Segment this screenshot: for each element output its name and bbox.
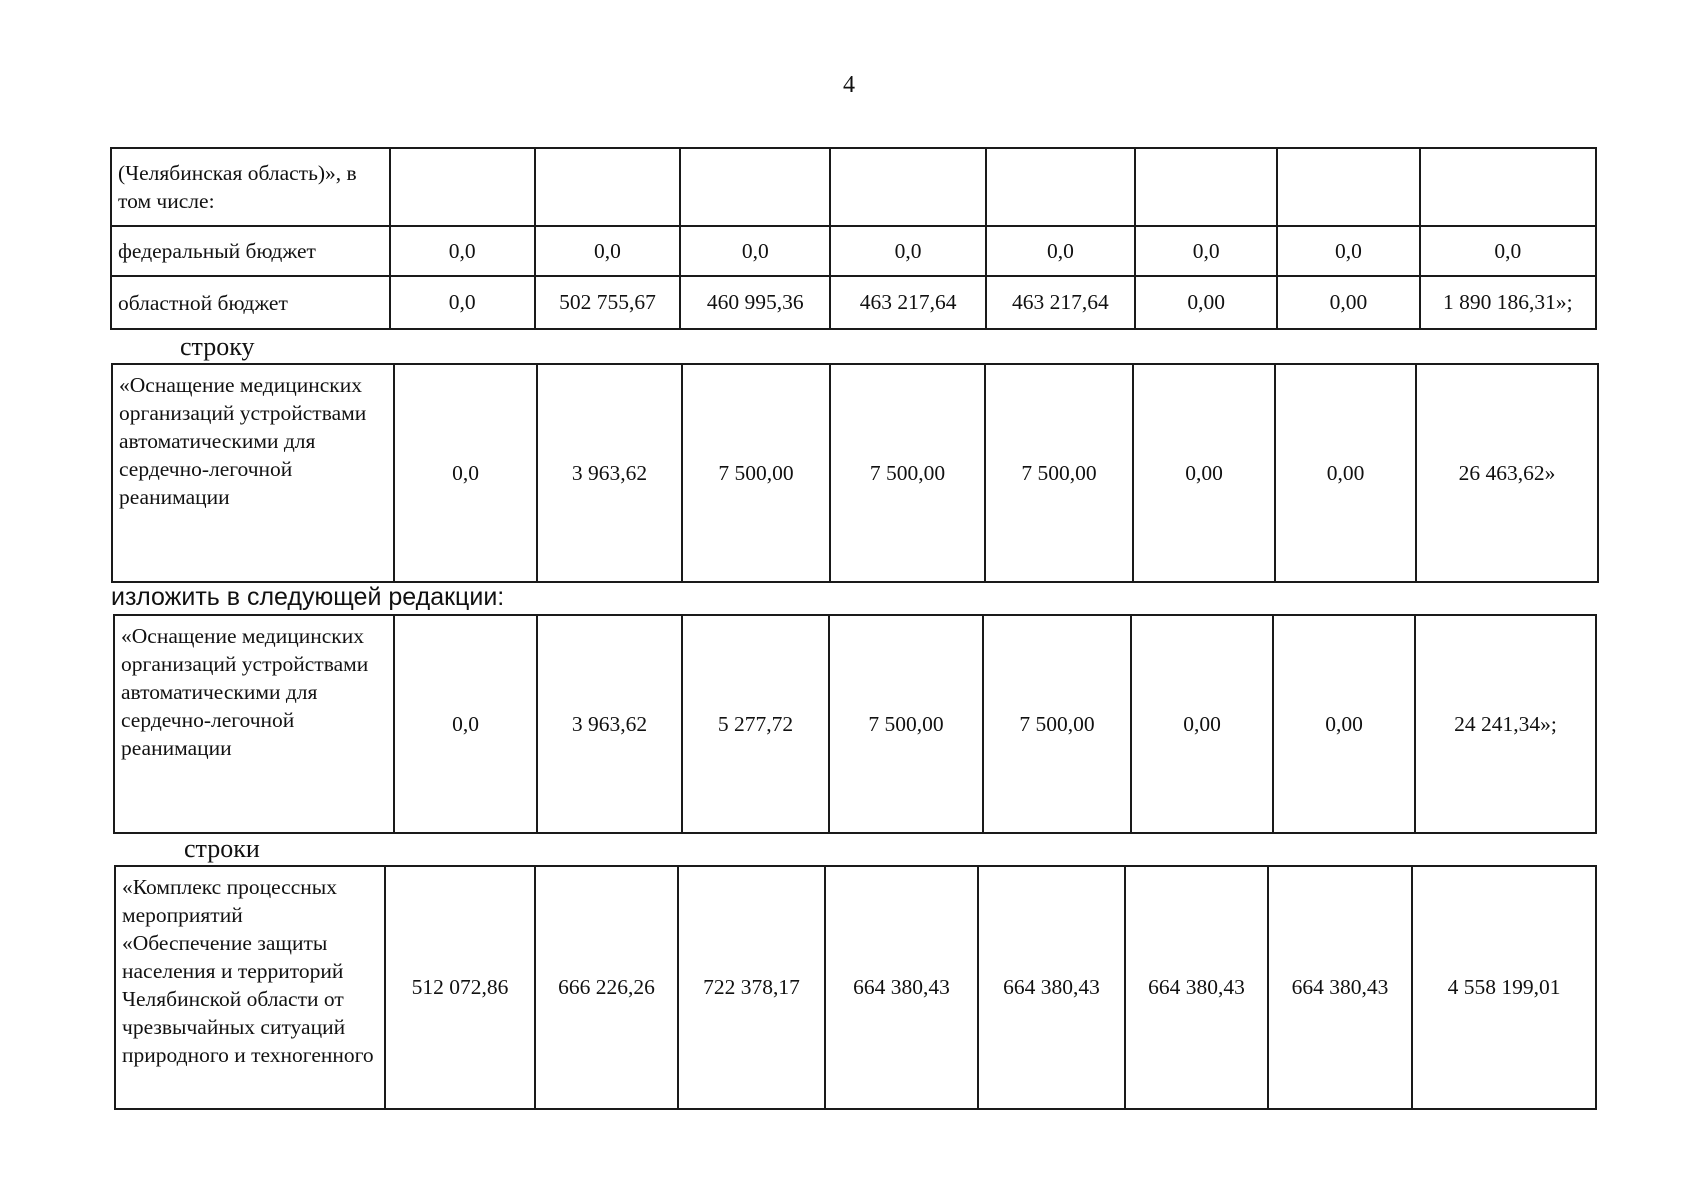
table-cell: 7 500,00 bbox=[983, 615, 1131, 833]
table-cell: 460 995,36 bbox=[680, 276, 830, 329]
table-cell bbox=[1135, 148, 1277, 226]
table-cell: 463 217,64 bbox=[830, 276, 985, 329]
table-cell: 664 380,43 bbox=[825, 866, 978, 1109]
table-cell: 0,0 bbox=[390, 276, 535, 329]
table-row bbox=[111, 226, 1596, 276]
table-row bbox=[115, 866, 1596, 1109]
table-cell: 0,0 bbox=[986, 226, 1135, 276]
table-row bbox=[111, 148, 1596, 226]
table-row bbox=[111, 276, 1596, 329]
table-cell: 0,00 bbox=[1135, 276, 1277, 329]
row-name: (Челябинская область)», в том числе: bbox=[111, 148, 390, 226]
table-cell: 7 500,00 bbox=[682, 364, 830, 582]
table-cell: 0,00 bbox=[1273, 615, 1415, 833]
table-cell bbox=[1420, 148, 1596, 226]
row-name: «Оснащение медицинских организаций устройствами автоматическими для сердечно-легочной реанимации bbox=[114, 615, 394, 833]
row-name: федеральный бюджет bbox=[111, 226, 390, 276]
page-number: 4 bbox=[843, 72, 855, 98]
table-cell: 0,0 bbox=[1135, 226, 1277, 276]
table-cell: 7 500,00 bbox=[830, 364, 985, 582]
table-cell bbox=[830, 148, 985, 226]
table-cell: 3 963,62 bbox=[537, 615, 682, 833]
table-cell: 664 380,43 bbox=[1125, 866, 1268, 1109]
table-cell: 7 500,00 bbox=[985, 364, 1133, 582]
table-row bbox=[112, 364, 1598, 582]
table-cell bbox=[390, 148, 535, 226]
table-cell: 24 241,34»; bbox=[1415, 615, 1596, 833]
table-cell: 502 755,67 bbox=[535, 276, 680, 329]
table-cell: 1 890 186,31»; bbox=[1420, 276, 1596, 329]
row-name: областной бюджет bbox=[111, 276, 390, 329]
table-cell bbox=[1277, 148, 1419, 226]
label-stroki: строки bbox=[184, 834, 260, 863]
table-cell: 0,0 bbox=[394, 615, 537, 833]
table-cell bbox=[986, 148, 1135, 226]
table-cell: 512 072,86 bbox=[385, 866, 535, 1109]
label-stroku: строку bbox=[180, 332, 255, 361]
table-cell: 0,00 bbox=[1133, 364, 1275, 582]
equipment-table-current bbox=[111, 363, 1599, 583]
table-cell: 0,00 bbox=[1131, 615, 1273, 833]
table-cell: 666 226,26 bbox=[535, 866, 678, 1109]
row-name: «Оснащение медицинских организаций устройствами автоматическими для сердечно-легочной реанимации bbox=[112, 364, 394, 582]
table-cell: 722 378,17 bbox=[678, 866, 825, 1109]
table-cell: 664 380,43 bbox=[1268, 866, 1412, 1109]
table-cell: 0,0 bbox=[830, 226, 985, 276]
table-cell: 0,0 bbox=[680, 226, 830, 276]
table-cell: 0,00 bbox=[1275, 364, 1416, 582]
table-cell: 0,0 bbox=[390, 226, 535, 276]
table-cell: 463 217,64 bbox=[986, 276, 1135, 329]
table-cell: 0,0 bbox=[535, 226, 680, 276]
budget-table-chelyabinsk bbox=[110, 147, 1597, 330]
table-cell bbox=[680, 148, 830, 226]
table-cell: 0,0 bbox=[394, 364, 537, 582]
table-cell: 0,0 bbox=[1277, 226, 1419, 276]
table-row bbox=[114, 615, 1596, 833]
equipment-table-new bbox=[113, 614, 1597, 834]
table-cell bbox=[535, 148, 680, 226]
table-cell: 5 277,72 bbox=[682, 615, 829, 833]
table-cell: 0,0 bbox=[1420, 226, 1596, 276]
table-cell: 26 463,62» bbox=[1416, 364, 1598, 582]
row-name: «Комплекс процессных мероприятий «Обеспечение защиты населения и территорий Челябинской области от чрезвычайных ситуаций природного и техногенного bbox=[115, 866, 385, 1109]
label-izlozhit: изложить в следующей редакции: bbox=[111, 583, 505, 611]
table-cell: 0,00 bbox=[1277, 276, 1419, 329]
table-cell: 4 558 199,01 bbox=[1412, 866, 1596, 1109]
process-complex-table bbox=[114, 865, 1597, 1110]
table-cell: 3 963,62 bbox=[537, 364, 682, 582]
table-cell: 7 500,00 bbox=[829, 615, 983, 833]
table-cell: 664 380,43 bbox=[978, 866, 1125, 1109]
